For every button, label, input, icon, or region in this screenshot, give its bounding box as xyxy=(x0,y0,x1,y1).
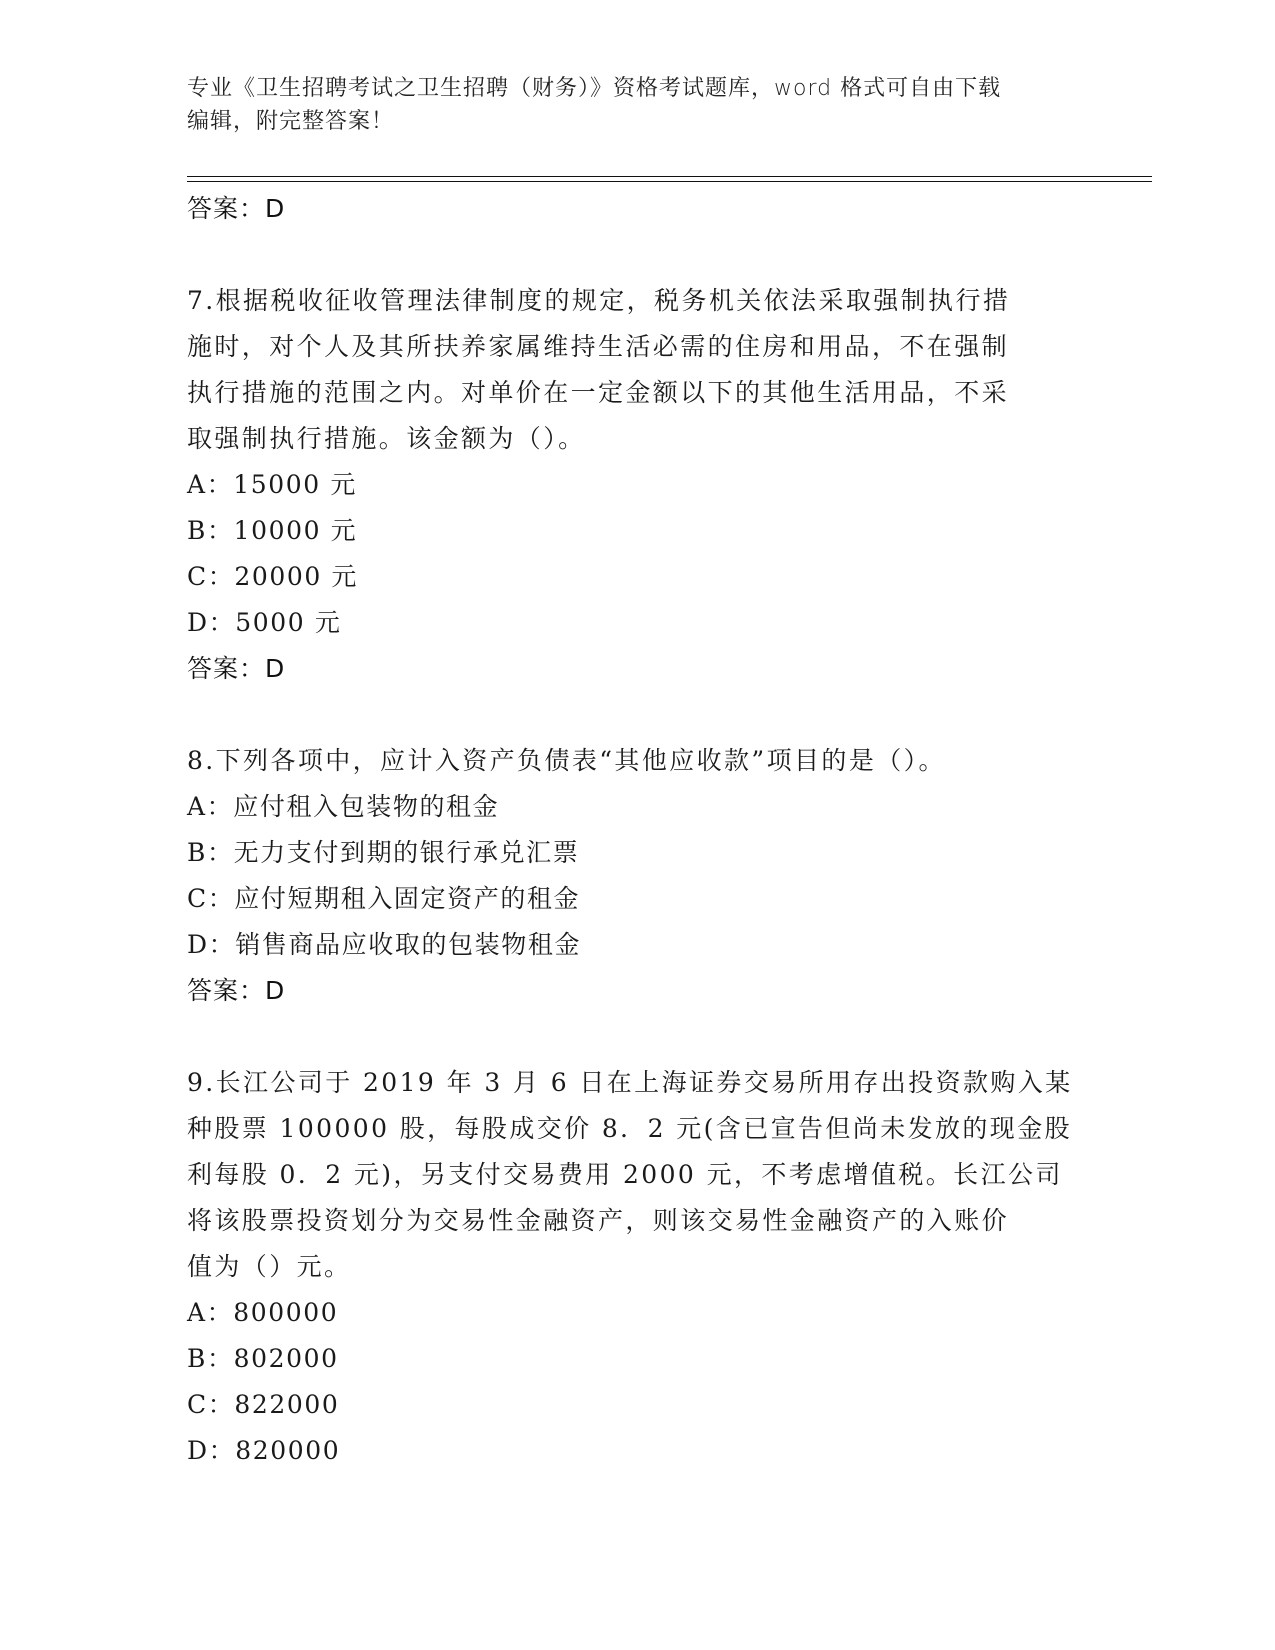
option-d: D：销售商品应收取的包装物租金 xyxy=(187,930,582,959)
spacer xyxy=(187,232,1087,278)
stem-line: 将该股票投资划分为交易性金融资产，则该交易性金融资产的入账价 xyxy=(187,1206,1010,1235)
stem-line: 9.长江公司于 2019 年 3 月 6 日在上海证券交易所用存出投资款购入某 xyxy=(187,1068,1073,1097)
option-c: C：822000 xyxy=(187,1390,340,1419)
option-a: A：应付租入包装物的租金 xyxy=(187,792,500,821)
option-a: A：800000 xyxy=(187,1298,339,1327)
header-divider-bottom xyxy=(187,181,1152,182)
option-b: B：10000 元 xyxy=(187,516,358,545)
header-line-1: 专业《卫生招聘考试之卫生招聘（财务）》资格考试题库，word 格式可自由下载 xyxy=(187,76,1002,101)
stem-line: 施时，对个人及其所扶养家属维持生活必需的住房和用品，不在强制 xyxy=(187,332,1010,361)
answer-line: 答案：D xyxy=(187,194,286,223)
option-c: C：20000 元 xyxy=(187,562,359,591)
answer-line: 答案：D xyxy=(187,976,286,1005)
stem-line: 种股票 100000 股，每股成交价 8．2 元(含已宣告但尚未发放的现金股 xyxy=(187,1114,1072,1143)
stem-line: 8.下列各项中，应计入资产负债表“其他应收款”项目的是（）。 xyxy=(187,746,946,775)
option-d: D：820000 xyxy=(187,1436,341,1465)
spacer xyxy=(187,1014,1087,1060)
option-b: B：无力支付到期的银行承兑汇票 xyxy=(187,838,580,867)
option-b: B：802000 xyxy=(187,1344,339,1373)
document-header xyxy=(187,72,1067,138)
question-stem xyxy=(187,738,1087,784)
question-9 xyxy=(187,1060,1087,1474)
stem-line: 值为（）元。 xyxy=(187,1252,352,1281)
question-stem xyxy=(187,1060,1087,1290)
stem-line: 执行措施的范围之内。对单价在一定金额以下的其他生活用品，不采 xyxy=(187,378,1010,407)
option-d: D：5000 元 xyxy=(187,608,342,637)
option-a: A：15000 元 xyxy=(187,470,357,499)
spacer xyxy=(187,692,1087,738)
header-line-2: 编辑，附完整答案！ xyxy=(187,109,395,134)
question-8 xyxy=(187,738,1087,1014)
question-7 xyxy=(187,278,1087,692)
question-list xyxy=(187,186,1087,1474)
header-divider-top xyxy=(187,176,1152,177)
question-stem xyxy=(187,278,1087,462)
option-c: C：应付短期租入固定资产的租金 xyxy=(187,884,581,913)
answer-line: 答案：D xyxy=(187,654,286,683)
stem-line: 7.根据税收征收管理法律制度的规定，税务机关依法采取强制执行措 xyxy=(187,286,1011,315)
stem-line: 取强制执行措施。该金额为（）。 xyxy=(187,424,586,453)
stem-line: 利每股 0．2 元)，另支付交易费用 2000 元，不考虑增值税。长江公司 xyxy=(187,1160,1063,1189)
